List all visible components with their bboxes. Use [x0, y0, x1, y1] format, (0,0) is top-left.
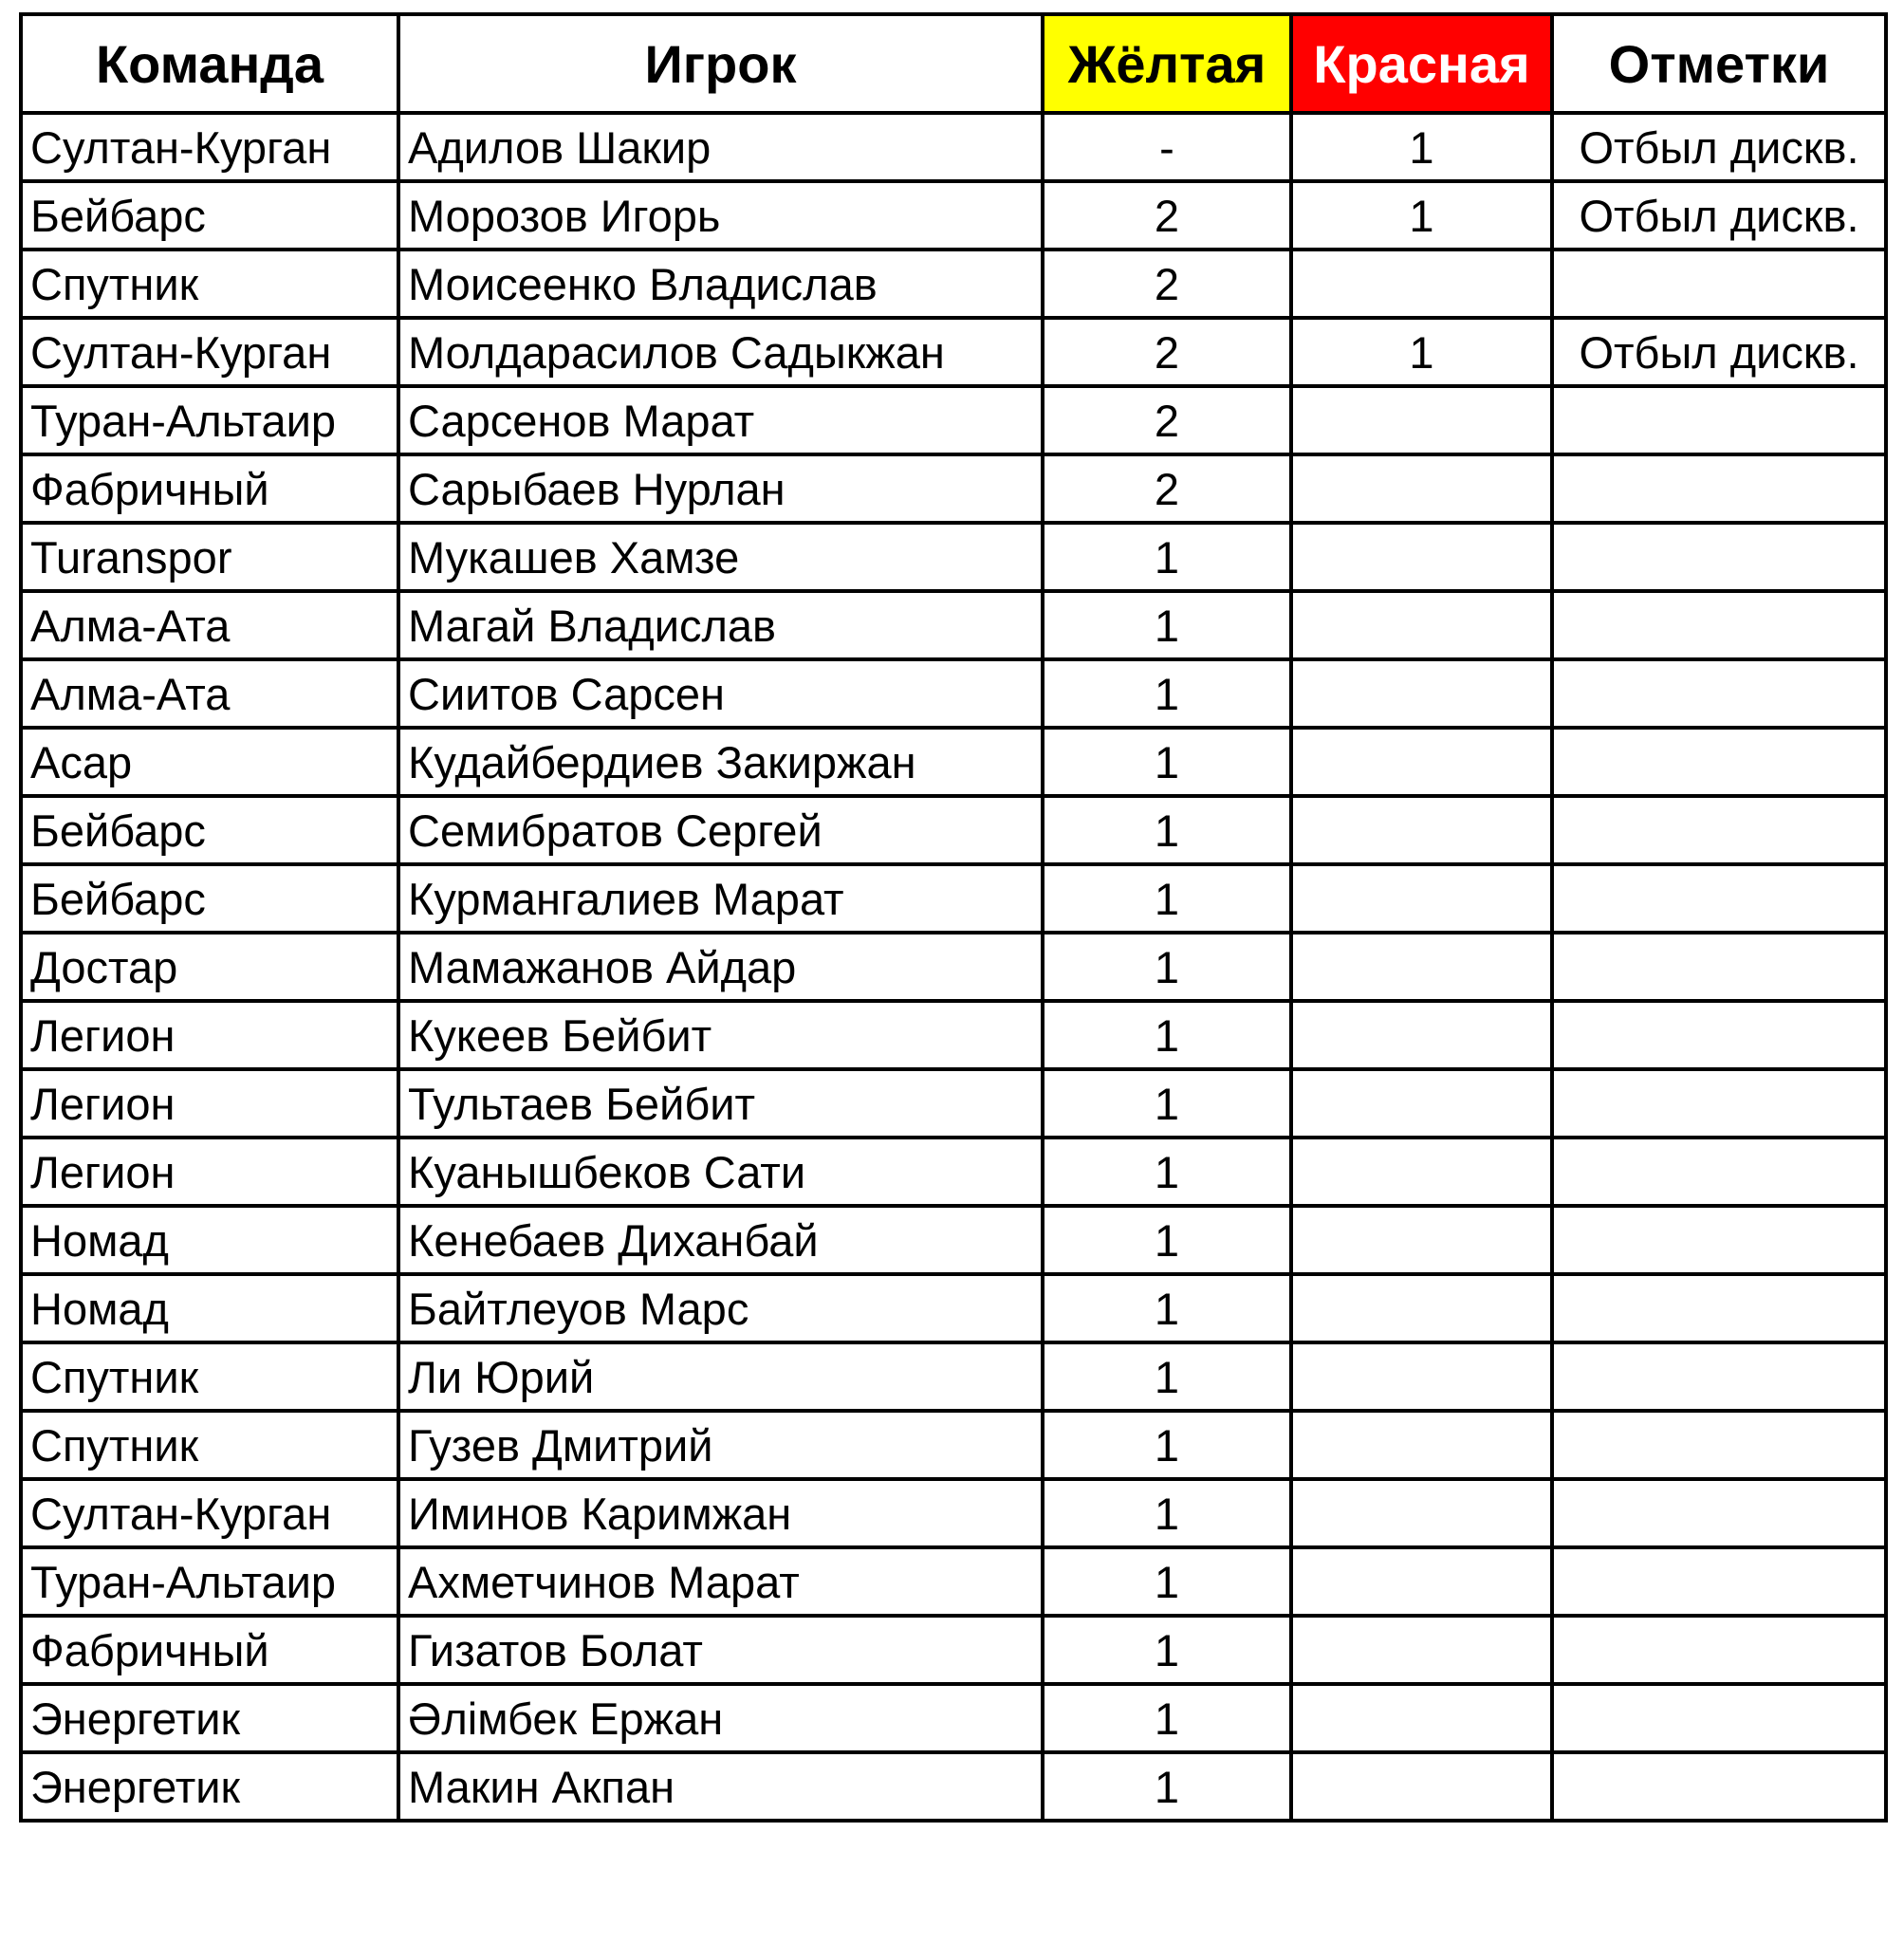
player-cell: Кенебаев Диханбай: [398, 1206, 1043, 1274]
yellow-card-cell: 1: [1043, 796, 1291, 864]
player-cell: Сиитов Сарсен: [398, 659, 1043, 728]
notes-cell: [1552, 1479, 1886, 1547]
header-player: Игрок: [398, 14, 1043, 113]
notes-cell: [1552, 1616, 1886, 1684]
cards-table-sheet: [19, 12, 1884, 1925]
table-row: [21, 1206, 1886, 1274]
red-card-cell: [1291, 591, 1552, 659]
red-card-cell: [1291, 933, 1552, 1001]
team-cell: Turanspor: [21, 523, 398, 591]
notes-cell: [1552, 454, 1886, 523]
red-card-cell: 1: [1291, 113, 1552, 181]
notes-cell: [1552, 250, 1886, 318]
player-cell: Ахметчинов Марат: [398, 1547, 1043, 1616]
yellow-card-cell: 1: [1043, 933, 1291, 1001]
team-cell: Бейбарс: [21, 796, 398, 864]
notes-cell: [1552, 1138, 1886, 1206]
yellow-card-cell: 1: [1043, 1547, 1291, 1616]
notes-cell: [1552, 1752, 1886, 1821]
yellow-card-cell: 1: [1043, 1206, 1291, 1274]
team-cell: Фабричный: [21, 454, 398, 523]
table-row: [21, 523, 1886, 591]
table-row: [21, 659, 1886, 728]
player-cell: Кудайбердиев Закиржан: [398, 728, 1043, 796]
red-card-cell: [1291, 386, 1552, 454]
notes-cell: [1552, 659, 1886, 728]
table-body: [21, 113, 1886, 1821]
notes-cell: [1552, 796, 1886, 864]
header-row: [21, 14, 1886, 113]
notes-cell: [1552, 523, 1886, 591]
table-row: [21, 728, 1886, 796]
player-cell: Иминов Каримжан: [398, 1479, 1043, 1547]
team-cell: Спутник: [21, 1342, 398, 1411]
player-cell: Куанышбеков Сати: [398, 1138, 1043, 1206]
yellow-card-cell: 1: [1043, 591, 1291, 659]
red-card-cell: [1291, 1752, 1552, 1821]
yellow-card-cell: 1: [1043, 1616, 1291, 1684]
team-cell: Султан-Курган: [21, 318, 398, 386]
yellow-card-cell: 2: [1043, 386, 1291, 454]
yellow-card-cell: 1: [1043, 728, 1291, 796]
red-card-cell: [1291, 250, 1552, 318]
team-cell: Бейбарс: [21, 181, 398, 250]
header-notes: Отметки: [1552, 14, 1886, 113]
table-row: [21, 1479, 1886, 1547]
player-cell: Моисеенко Владислав: [398, 250, 1043, 318]
notes-cell: [1552, 1342, 1886, 1411]
red-card-cell: [1291, 1616, 1552, 1684]
player-cell: Сарсенов Марат: [398, 386, 1043, 454]
red-card-cell: [1291, 659, 1552, 728]
table-row: [21, 864, 1886, 933]
table-row: [21, 1752, 1886, 1821]
red-card-cell: [1291, 1206, 1552, 1274]
player-cell: Гузев Дмитрий: [398, 1411, 1043, 1479]
table-row: [21, 1274, 1886, 1342]
team-cell: Спутник: [21, 250, 398, 318]
yellow-card-cell: 2: [1043, 454, 1291, 523]
team-cell: Туран-Альтаир: [21, 1547, 398, 1616]
team-cell: Легион: [21, 1069, 398, 1138]
yellow-card-cell: 2: [1043, 318, 1291, 386]
table-row: [21, 1547, 1886, 1616]
notes-cell: [1552, 1274, 1886, 1342]
player-cell: Гизатов Болат: [398, 1616, 1043, 1684]
player-cell: Әлімбек Ержан: [398, 1684, 1043, 1752]
team-cell: Асар: [21, 728, 398, 796]
team-cell: Туран-Альтаир: [21, 386, 398, 454]
yellow-card-cell: 1: [1043, 1342, 1291, 1411]
yellow-card-cell: 2: [1043, 181, 1291, 250]
red-card-cell: [1291, 523, 1552, 591]
red-card-cell: [1291, 728, 1552, 796]
table-row: [21, 318, 1886, 386]
player-cell: Магай Владислав: [398, 591, 1043, 659]
player-cell: Молдарасилов Садыкжан: [398, 318, 1043, 386]
player-cell: Мамажанов Айдар: [398, 933, 1043, 1001]
table-row: [21, 113, 1886, 181]
team-cell: Спутник: [21, 1411, 398, 1479]
team-cell: Султан-Курган: [21, 113, 398, 181]
notes-cell: [1552, 1684, 1886, 1752]
team-cell: Энергетик: [21, 1684, 398, 1752]
header-red-card: Красная: [1291, 14, 1552, 113]
table-row: [21, 181, 1886, 250]
player-cell: Адилов Шакир: [398, 113, 1043, 181]
player-cell: Курмангалиев Марат: [398, 864, 1043, 933]
player-cell: Семибратов Сергей: [398, 796, 1043, 864]
header-team: Команда: [21, 14, 398, 113]
table-row: [21, 1138, 1886, 1206]
yellow-card-cell: 1: [1043, 1069, 1291, 1138]
team-cell: Фабричный: [21, 1616, 398, 1684]
player-cell: Тультаев Бейбит: [398, 1069, 1043, 1138]
player-cell: Сарыбаев Нурлан: [398, 454, 1043, 523]
notes-cell: [1552, 591, 1886, 659]
yellow-card-cell: 1: [1043, 1138, 1291, 1206]
notes-cell: Отбыл дискв.: [1552, 181, 1886, 250]
yellow-card-cell: -: [1043, 113, 1291, 181]
red-card-cell: [1291, 1138, 1552, 1206]
red-card-cell: [1291, 1684, 1552, 1752]
table-row: [21, 1411, 1886, 1479]
notes-cell: [1552, 864, 1886, 933]
table-row: [21, 454, 1886, 523]
table-header: [21, 14, 1886, 113]
team-cell: Энергетик: [21, 1752, 398, 1821]
red-card-cell: [1291, 1274, 1552, 1342]
yellow-card-cell: 2: [1043, 250, 1291, 318]
yellow-card-cell: 1: [1043, 1411, 1291, 1479]
red-card-cell: [1291, 1342, 1552, 1411]
notes-cell: [1552, 386, 1886, 454]
yellow-card-cell: 1: [1043, 523, 1291, 591]
table-row: [21, 796, 1886, 864]
red-card-cell: [1291, 1069, 1552, 1138]
yellow-card-cell: 1: [1043, 659, 1291, 728]
red-card-cell: [1291, 1479, 1552, 1547]
table-row: [21, 1684, 1886, 1752]
player-cell: Мукашев Хамзе: [398, 523, 1043, 591]
team-cell: Алма-Ата: [21, 591, 398, 659]
player-cell: Ли Юрий: [398, 1342, 1043, 1411]
notes-cell: Отбыл дискв.: [1552, 113, 1886, 181]
notes-cell: [1552, 933, 1886, 1001]
team-cell: Номад: [21, 1206, 398, 1274]
red-card-cell: [1291, 796, 1552, 864]
header-yellow-card: Жёлтая: [1043, 14, 1291, 113]
player-cell: Макин Акпан: [398, 1752, 1043, 1821]
red-card-cell: [1291, 1001, 1552, 1069]
notes-cell: [1552, 1206, 1886, 1274]
yellow-card-cell: 1: [1043, 864, 1291, 933]
table-row: [21, 1069, 1886, 1138]
yellow-card-cell: 1: [1043, 1752, 1291, 1821]
team-cell: Номад: [21, 1274, 398, 1342]
team-cell: Султан-Курган: [21, 1479, 398, 1547]
yellow-card-cell: 1: [1043, 1479, 1291, 1547]
table-row: [21, 1001, 1886, 1069]
table-row: [21, 591, 1886, 659]
table-row: [21, 933, 1886, 1001]
table-row: [21, 386, 1886, 454]
red-card-cell: 1: [1291, 181, 1552, 250]
team-cell: Бейбарс: [21, 864, 398, 933]
table-row: [21, 1616, 1886, 1684]
player-cell: Байтлеуов Марс: [398, 1274, 1043, 1342]
notes-cell: [1552, 1069, 1886, 1138]
red-card-cell: [1291, 864, 1552, 933]
yellow-card-cell: 1: [1043, 1274, 1291, 1342]
notes-cell: [1552, 1001, 1886, 1069]
notes-cell: [1552, 1411, 1886, 1479]
player-cell: Кукеев Бейбит: [398, 1001, 1043, 1069]
team-cell: Легион: [21, 1001, 398, 1069]
notes-cell: [1552, 1547, 1886, 1616]
red-card-cell: [1291, 1411, 1552, 1479]
notes-cell: Отбыл дискв.: [1552, 318, 1886, 386]
table-row: [21, 250, 1886, 318]
player-cell: Морозов Игорь: [398, 181, 1043, 250]
yellow-card-cell: 1: [1043, 1001, 1291, 1069]
notes-cell: [1552, 728, 1886, 796]
team-cell: Легион: [21, 1138, 398, 1206]
team-cell: Достар: [21, 933, 398, 1001]
yellow-card-cell: 1: [1043, 1684, 1291, 1752]
red-card-cell: [1291, 1547, 1552, 1616]
team-cell: Алма-Ата: [21, 659, 398, 728]
cards-table: [19, 12, 1888, 1823]
table-row: [21, 1342, 1886, 1411]
red-card-cell: [1291, 454, 1552, 523]
red-card-cell: 1: [1291, 318, 1552, 386]
